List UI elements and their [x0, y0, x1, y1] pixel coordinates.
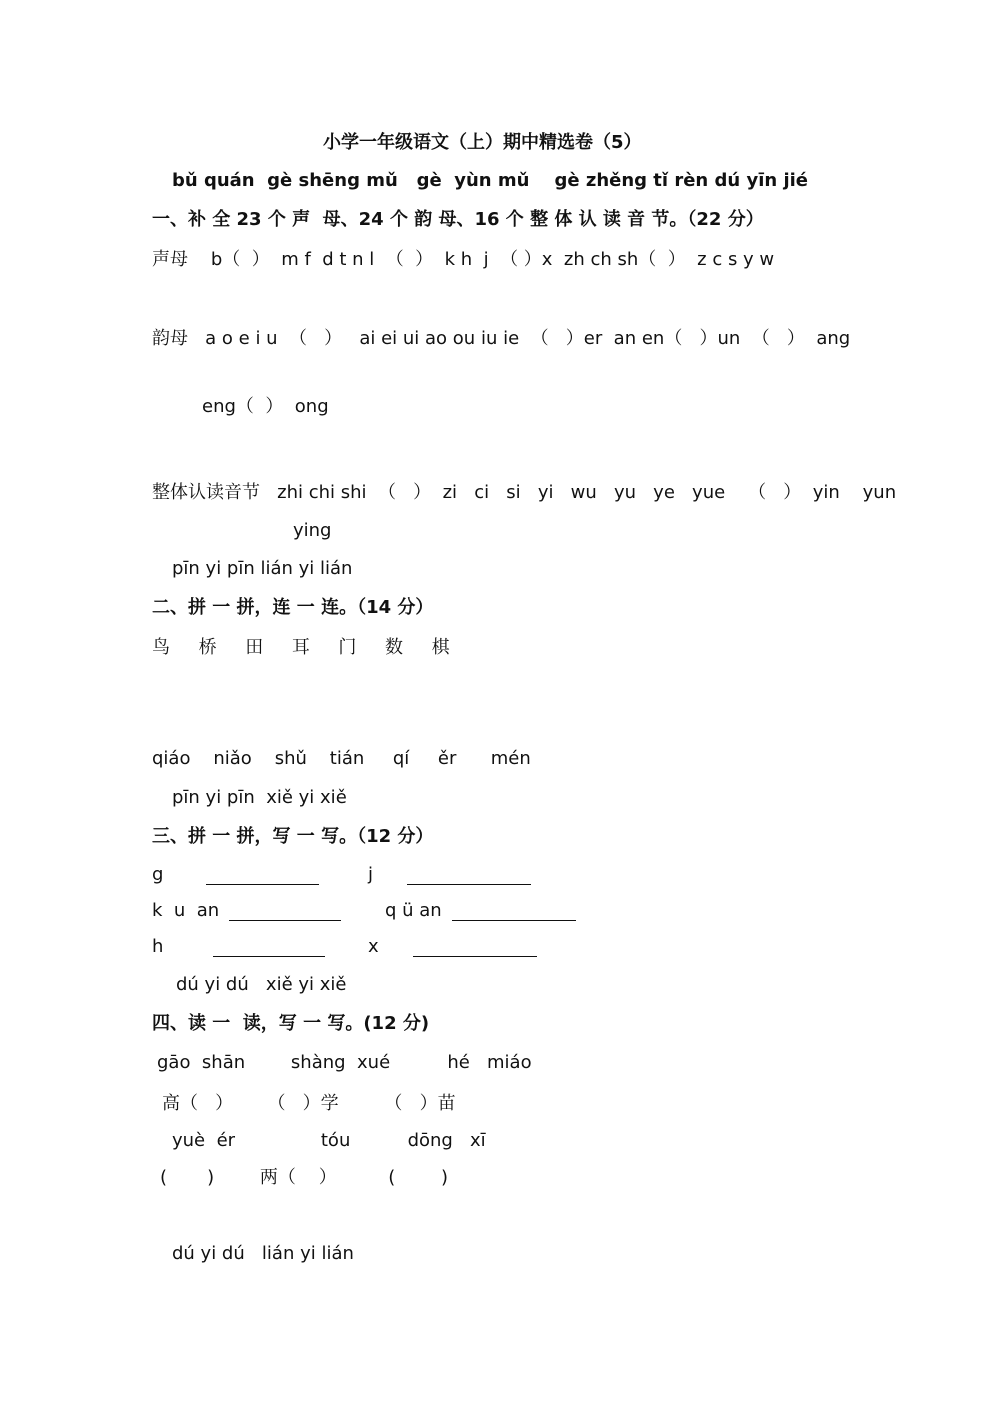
read-hanzi-row2: ( ) 两（ ） ( ) [160, 1167, 449, 1188]
answer-blank[interactable] [213, 956, 325, 957]
answer-blank[interactable] [206, 884, 319, 885]
spell-row1-right: j [368, 864, 374, 885]
spell-row2-right: q ü an [385, 900, 442, 921]
read-hanzi-row1: 高（ ） （ ）学 （ ）苗 [162, 1093, 456, 1114]
spell-row2-left: k u an [152, 900, 220, 921]
zhengti-row-continued: ying [293, 520, 332, 541]
page-title: 小学一年级语文（上）期中精选卷（5） [323, 132, 642, 153]
spell-row3-left: h [152, 936, 164, 957]
section2-pinyin-label: pīn yi pīn lián yi lián [172, 558, 353, 579]
hanzi-row: 鸟 桥 田 耳 门 数 棋 [152, 637, 450, 658]
section4-pinyin-label: dú yi dú xiě yi xiě [176, 974, 347, 995]
spell-row3-right: x [368, 936, 379, 957]
shengmu-row: 声母 b（ ） m f d t n l （ ） k h j （ ）x zh ch sh（ ） z c s y w [152, 249, 775, 270]
section2-heading: 二、拼 一 拼，连 一 连。（14 分） [152, 597, 434, 618]
answer-blank[interactable] [452, 920, 576, 921]
section4-heading: 四、读 一 读，写 一 写。(12 分) [152, 1013, 430, 1034]
section3-pinyin-label: pīn yi pīn xiě yi xiě [172, 787, 347, 808]
section1-heading: 一、补 全 23 个 声 母、24 个 韵 母、16 个 整 体 认 读 音 节。（22 分） [152, 209, 764, 230]
section5-pinyin-label: dú yi dú lián yi lián [172, 1243, 354, 1264]
read-pinyin-row1: gāo shān shàng xué hé miáo [157, 1052, 532, 1073]
answer-blank[interactable] [229, 920, 341, 921]
zhengti-row: 整体认读音节 zhi chi shi （ ） zi ci si yi wu yu ye yue （ ） yin yun [152, 482, 897, 503]
section3-heading: 三、拼 一 拼，写 一 写。（12 分） [152, 826, 434, 847]
answer-blank[interactable] [413, 956, 537, 957]
answer-blank[interactable] [407, 884, 531, 885]
pinyin-row: qiáo niǎo shǔ tián qí ěr mén [152, 748, 531, 769]
spell-row1-left: g [152, 864, 164, 885]
title-pinyin: bǔ quán gè shēng mǔ gè yùn mǔ gè zhěng tǐ rèn dú yīn jié [172, 170, 809, 191]
read-pinyin-row2: yuè ér tóu dōng xī [172, 1130, 486, 1151]
yunmu-row: 韵母 a o e i u （ ） ai ei ui ao ou iu ie （ ）er an en（ ）un （ ） ang [152, 328, 851, 349]
yunmu-row-continued: eng（ ） ong [202, 396, 329, 417]
